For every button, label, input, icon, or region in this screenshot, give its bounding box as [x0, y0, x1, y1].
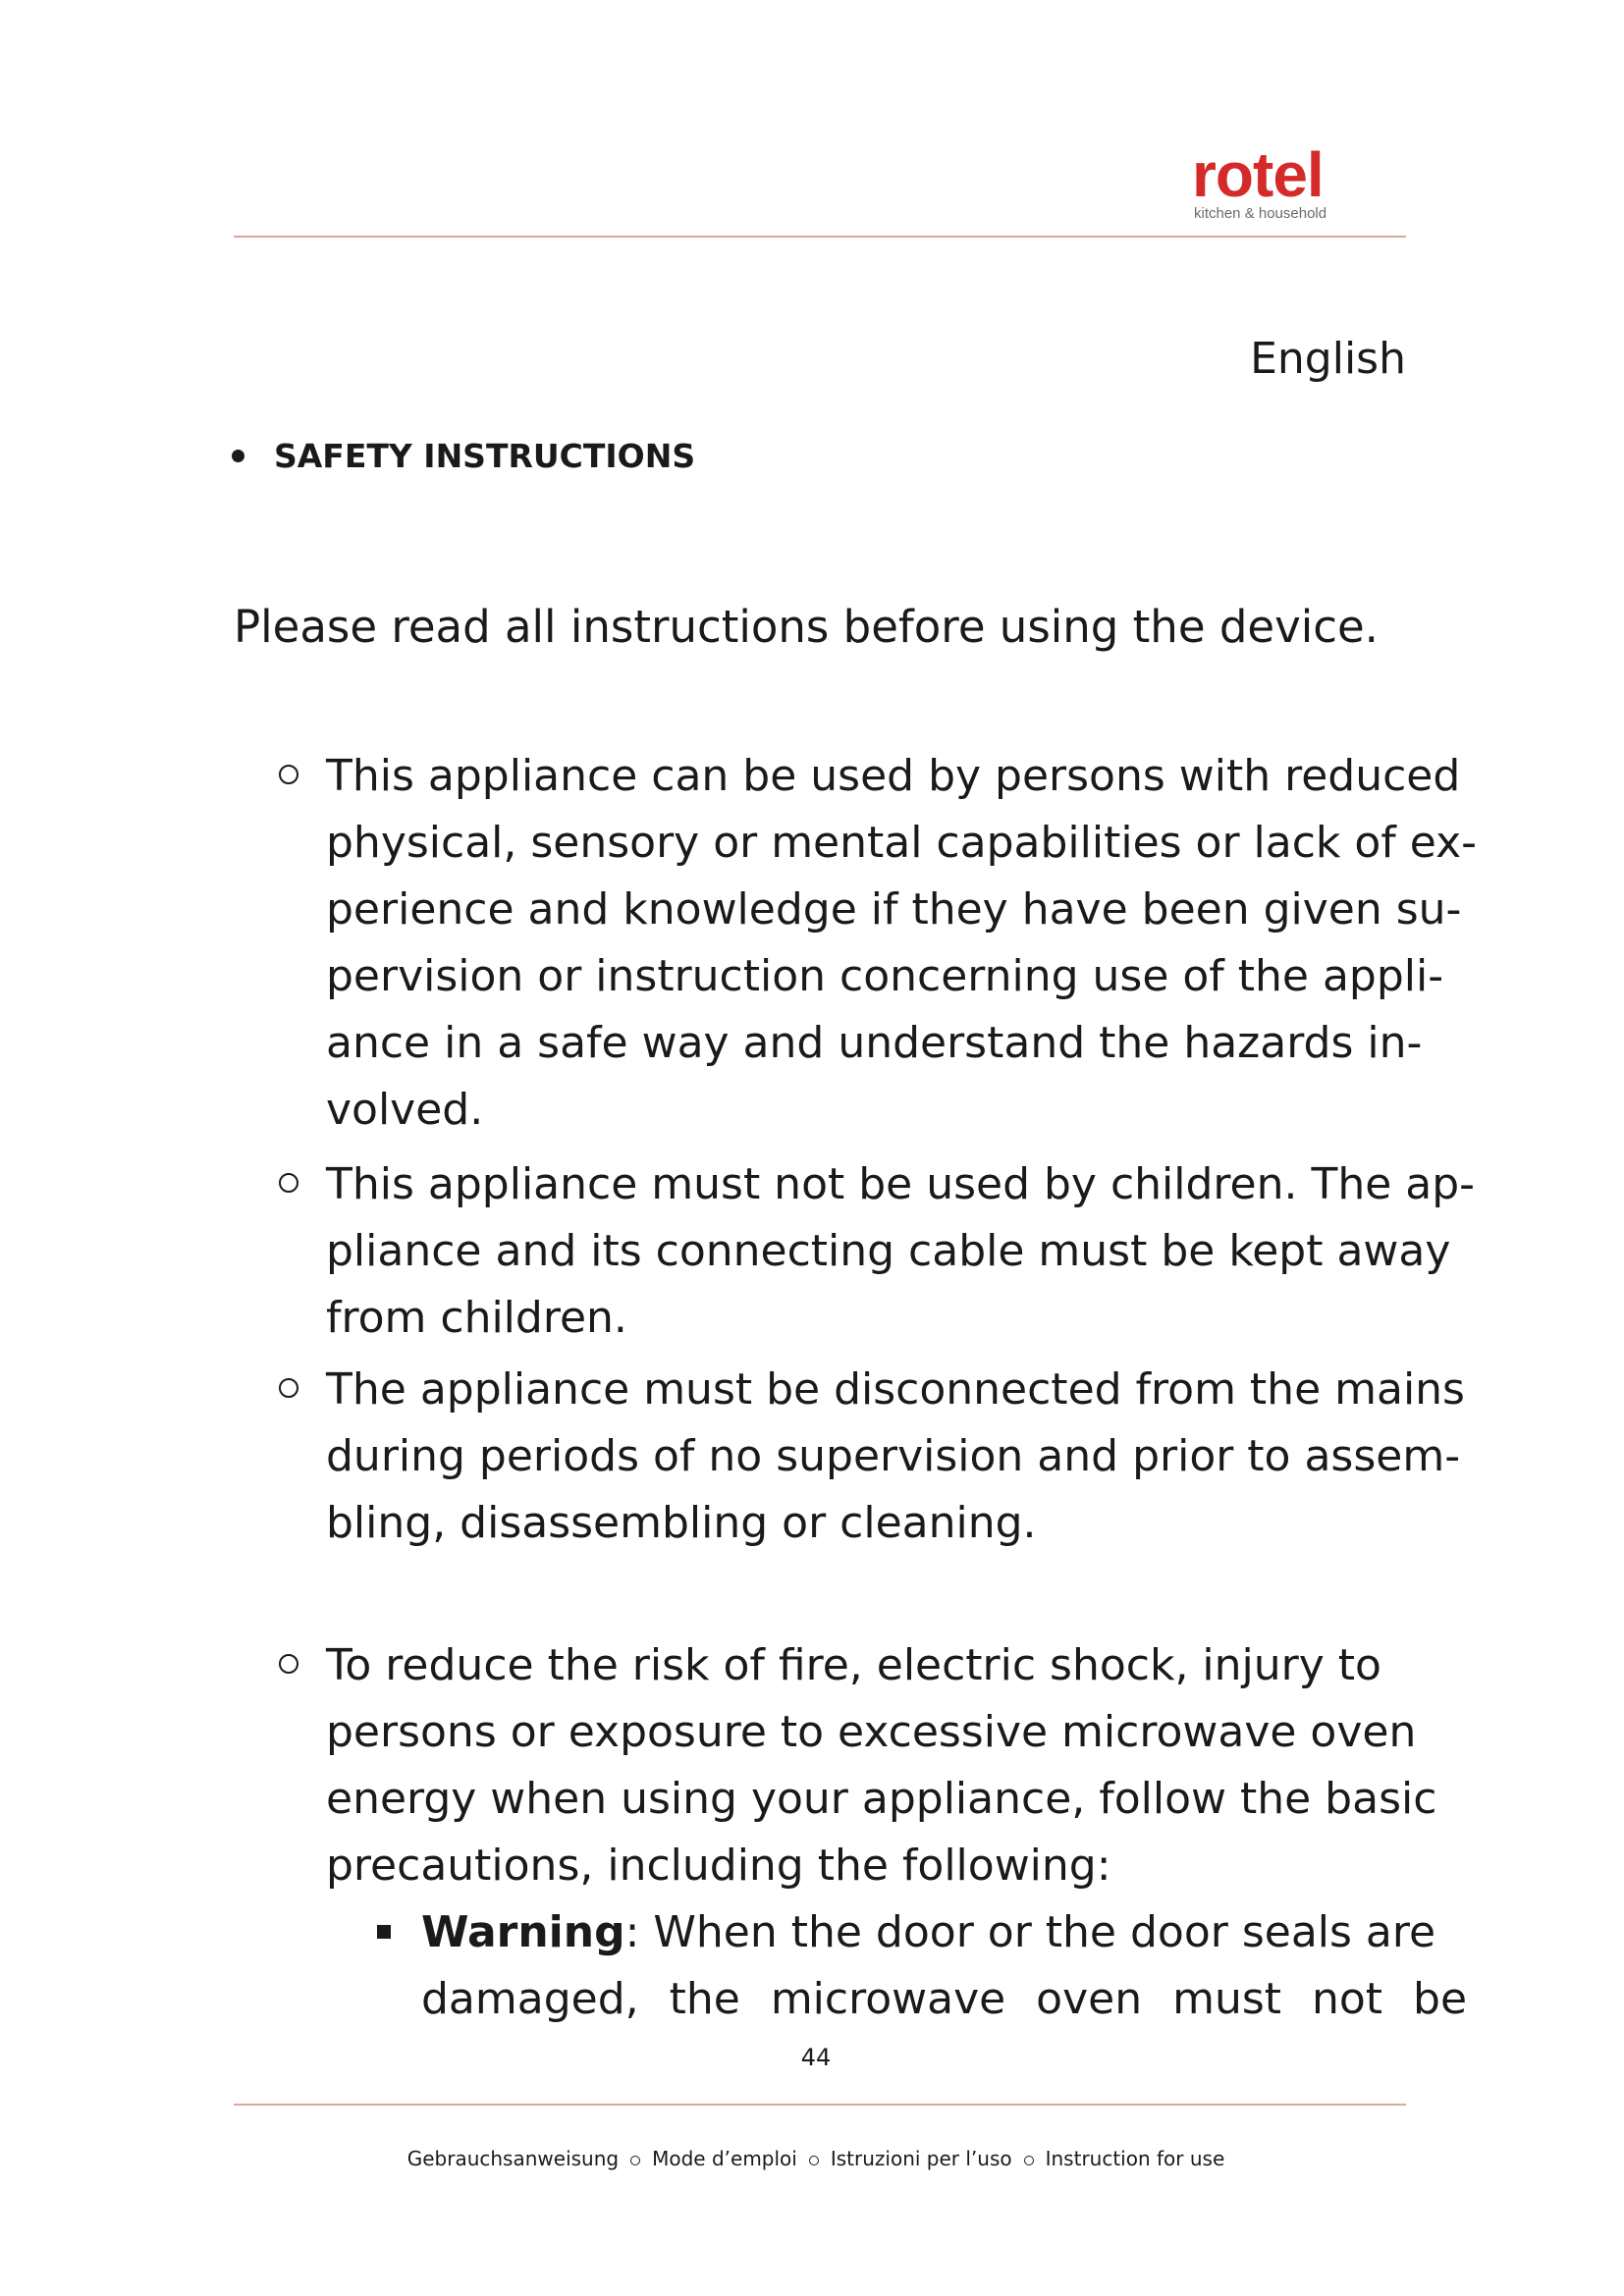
item-line: from children.	[326, 1293, 627, 1343]
circle-separator-icon	[630, 2156, 640, 2165]
item-line: This appliance must not be used by children. The ap-	[326, 1159, 1476, 1209]
circle-bullet-icon	[279, 1173, 298, 1193]
footer-divider	[234, 2104, 1406, 2106]
item-line: during periods of no supervision and prior to assem-	[326, 1431, 1461, 1481]
section-title: SAFETY INSTRUCTIONS	[274, 437, 696, 475]
item-line: volved.	[326, 1085, 484, 1135]
item-line: energy when using your appliance, follow the basic	[326, 1774, 1437, 1824]
item-line: perience and knowledge if they have been given su-	[326, 884, 1462, 934]
footer-item: Gebrauchsanweisung	[406, 2147, 620, 2170]
warning-text: : When the door or the door seals are	[624, 1907, 1436, 1957]
circle-separator-icon	[1024, 2156, 1034, 2165]
item-line: physical, sensory or mental capabilities or lack of ex-	[326, 818, 1477, 868]
item-line: persons or exposure to excessive microwave oven	[326, 1707, 1417, 1757]
circle-bullet-icon	[279, 1378, 298, 1398]
brand-name: rotel	[1192, 139, 1324, 210]
footer	[0, 2145, 1624, 2172]
circle-bullet-icon	[279, 1654, 298, 1674]
circle-bullet-icon	[279, 765, 298, 784]
warning-label: Warning	[421, 1907, 625, 1957]
item-line: To reduce the risk of fire, electric shock, injury to	[326, 1640, 1381, 1690]
brand-logo	[1192, 139, 1393, 226]
item-line: This appliance can be used by persons with reduced	[326, 751, 1461, 801]
item-line: pliance and its connecting cable must be kept away	[326, 1226, 1451, 1276]
page-number: 44	[800, 2044, 832, 2071]
item-line: ance in a safe way and understand the hazards in-	[326, 1018, 1423, 1068]
header-divider	[234, 236, 1406, 238]
bullet-icon	[232, 450, 244, 462]
warning-line	[421, 1899, 1435, 1966]
item-line: The appliance must be disconnected from the mains	[326, 1364, 1465, 1415]
language-label: English	[1250, 334, 1406, 384]
item-line: bling, disassembling or cleaning.	[326, 1498, 1037, 1548]
footer-item: Istruzioni per l’uso	[830, 2147, 1012, 2170]
section-heading	[232, 437, 695, 475]
circle-separator-icon	[809, 2156, 819, 2165]
item-line: precautions, including the following:	[326, 1841, 1111, 1891]
warning-line: damaged, the microwave oven must not be	[421, 1974, 1468, 2024]
intro-text: Please read all instructions before using the device.	[234, 601, 1379, 653]
brand-tagline: kitchen & household	[1194, 205, 1327, 222]
footer-item: Mode d’emploi	[652, 2147, 797, 2170]
item-line: pervision or instruction concerning use of the appli-	[326, 951, 1444, 1001]
footer-item: Instruction for use	[1045, 2147, 1225, 2170]
square-bullet-icon	[377, 1925, 391, 1939]
